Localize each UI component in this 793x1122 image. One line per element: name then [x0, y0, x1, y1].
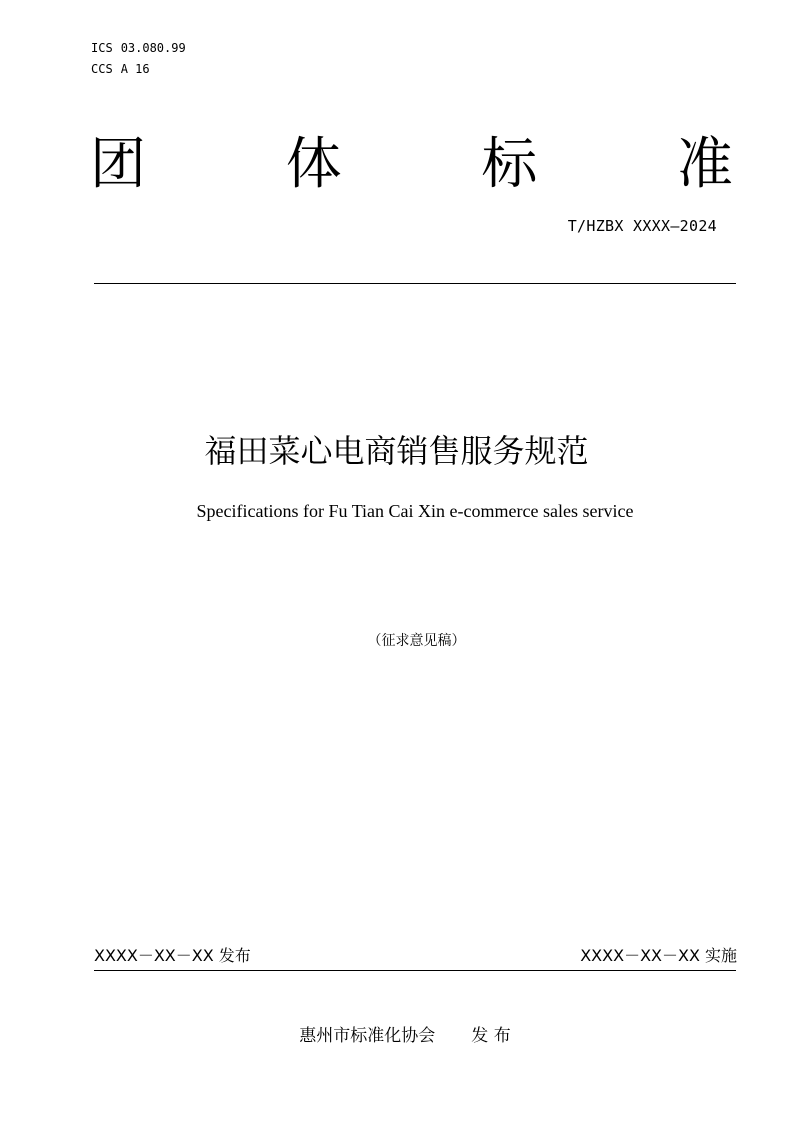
bottom-divider — [94, 970, 736, 971]
draft-status: （征求意见稿） — [367, 633, 466, 649]
document-title-cn: 福田菜心电商销售服务规范 — [204, 432, 589, 470]
standard-type-char: 团 — [90, 132, 146, 197]
classification-codes — [91, 38, 186, 80]
standard-number: T/HZBX XXXX—2024 — [567, 217, 717, 235]
publisher-action: 发 布 — [471, 1026, 511, 1046]
ics-code — [91, 38, 186, 59]
standard-type-char: 标 — [481, 132, 538, 197]
standard-type-char: 体 — [285, 132, 342, 197]
publisher-name: 惠州市标准化协会 — [299, 1026, 436, 1046]
ics-label: ICS — [91, 41, 113, 55]
standard-type-heading — [90, 130, 733, 200]
standard-type-char: 准 — [676, 132, 733, 197]
ccs-code — [91, 59, 186, 80]
ics-value: 03.080.99 — [120, 41, 186, 55]
issue-date: XXXX－XX－XX 发布 — [94, 946, 251, 965]
ccs-value: A 16 — [120, 62, 150, 76]
publisher-line — [0, 1024, 793, 1048]
implementation-date: XXXX－XX－XX 实施 — [580, 946, 737, 965]
ccs-label: CCS — [91, 62, 113, 76]
top-divider — [94, 283, 736, 284]
document-title-en: Specifications for Fu Tian Cai Xin e-commerce sales service — [196, 501, 634, 521]
